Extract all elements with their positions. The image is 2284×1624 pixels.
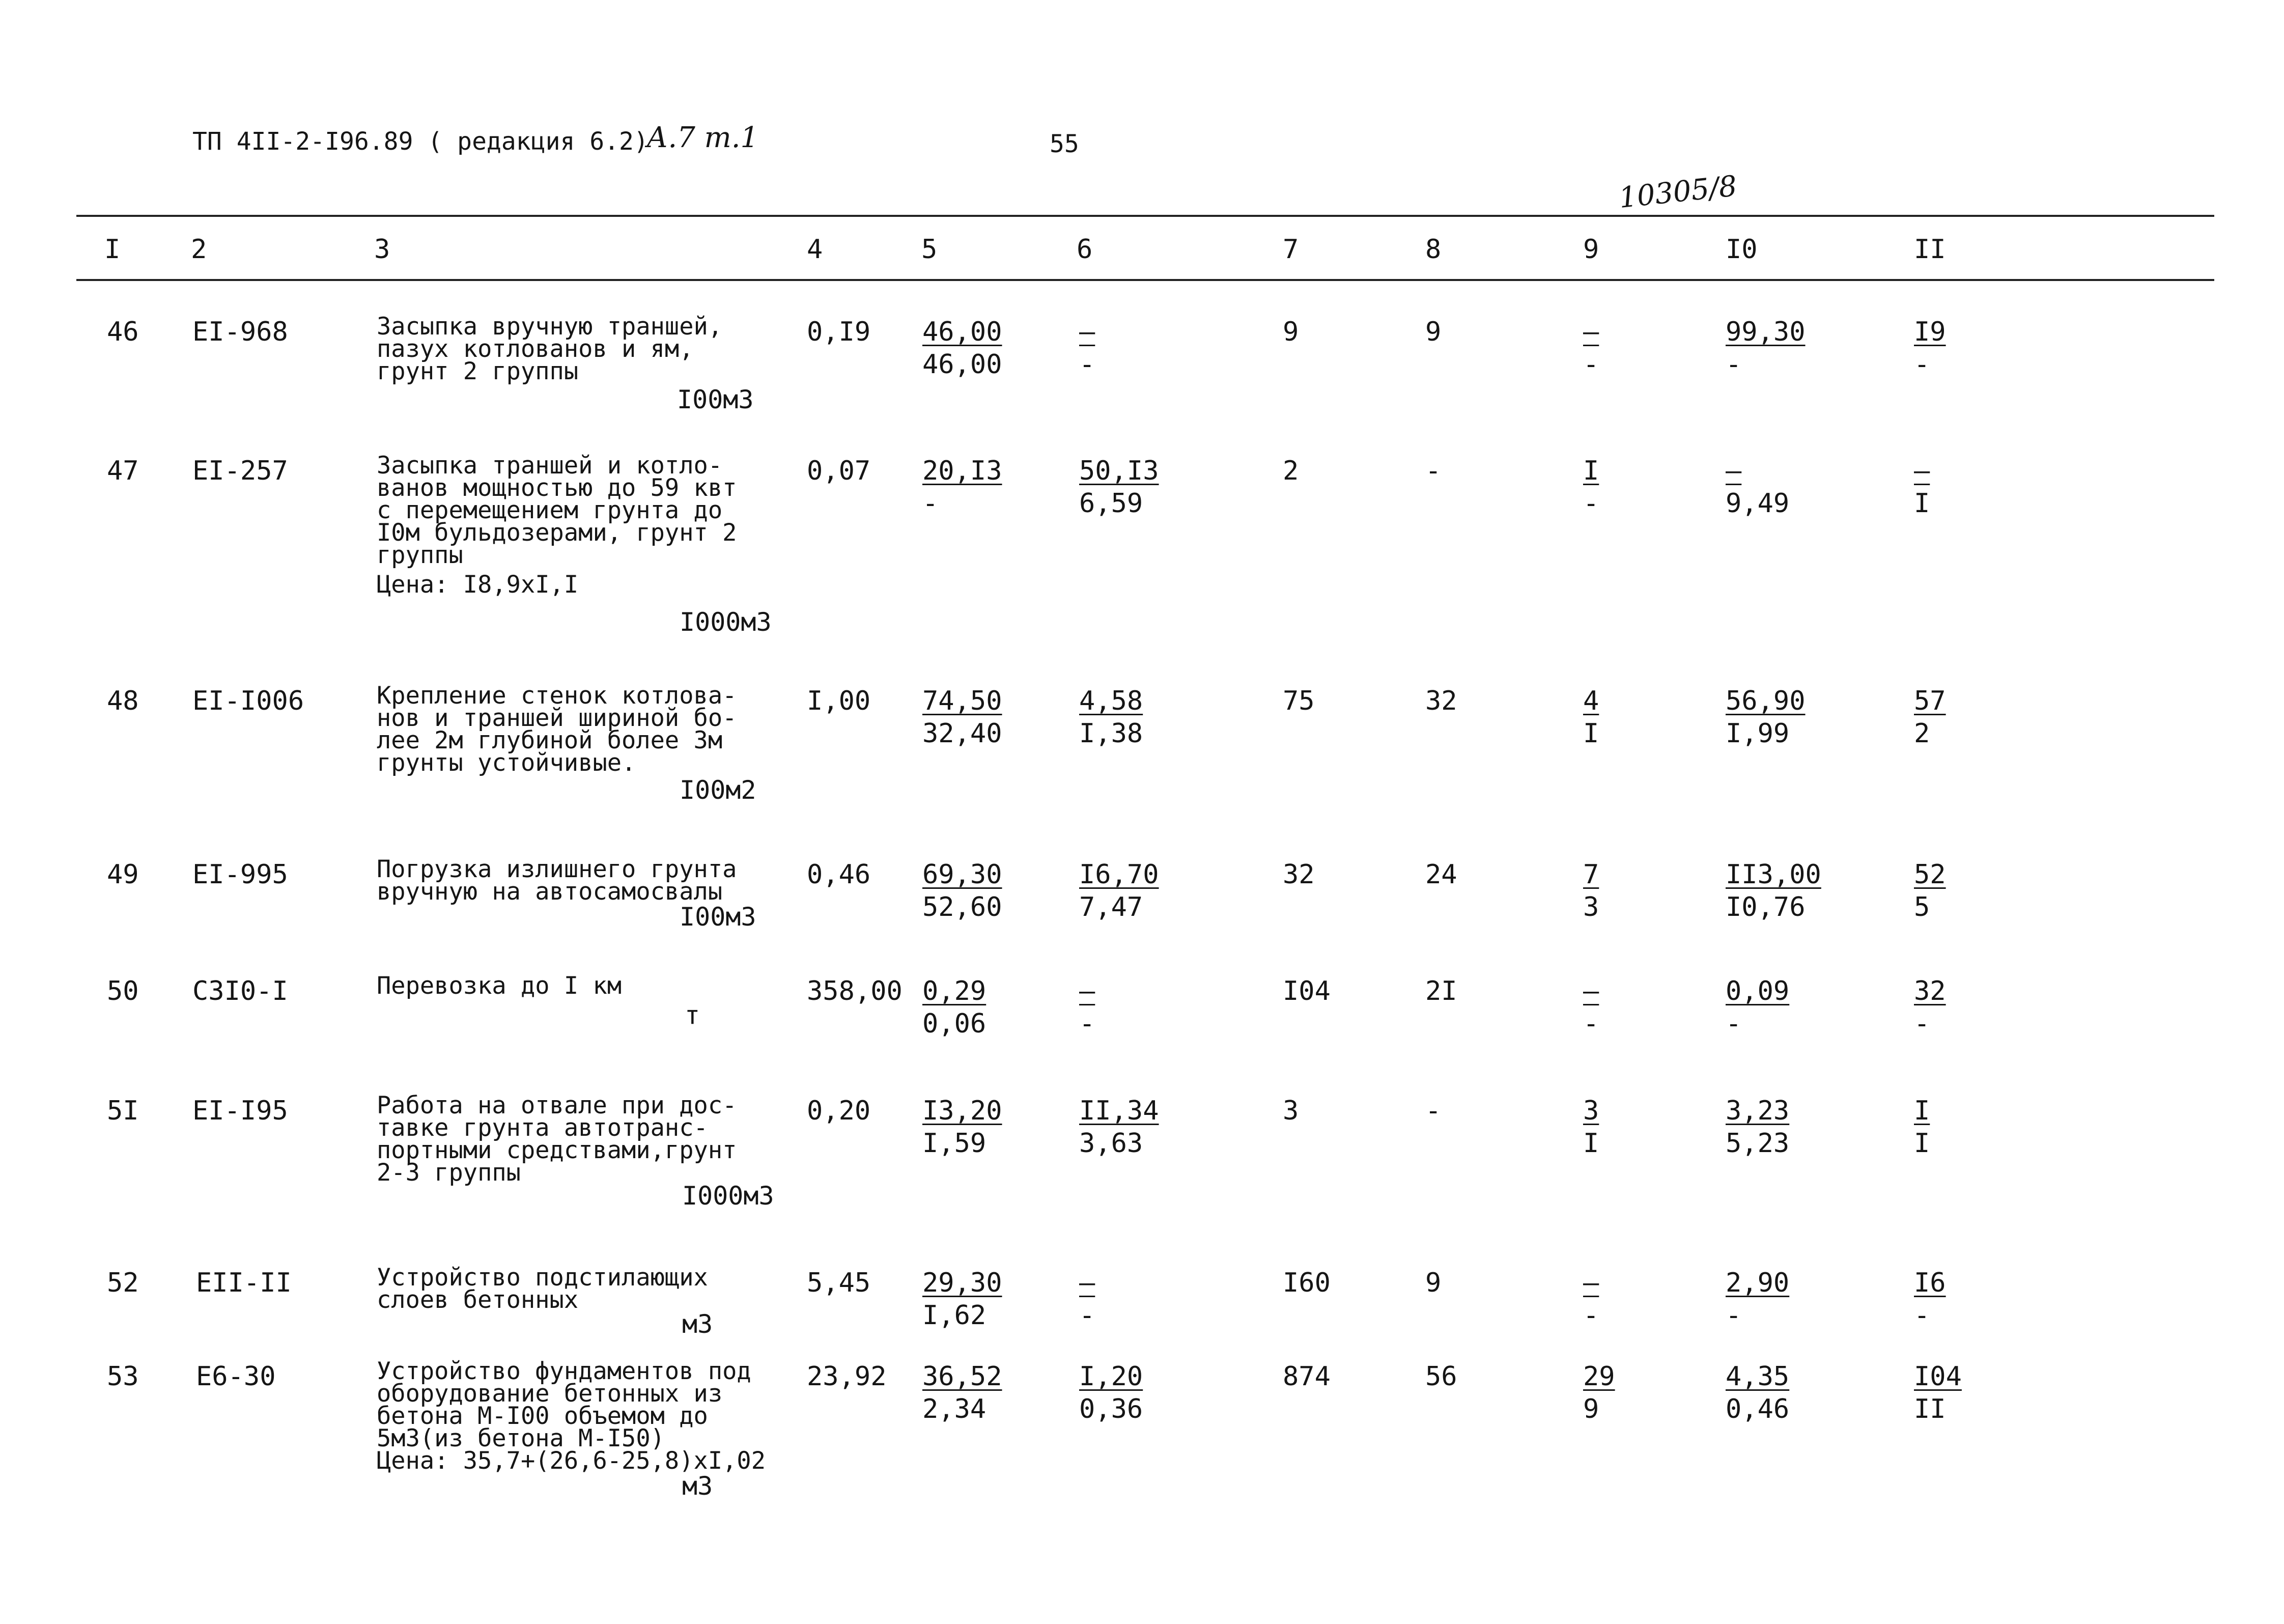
column-8-value: 24 xyxy=(1425,859,1457,890)
description-line: тавке грунта автотранс- xyxy=(377,1114,708,1142)
row-number: 53 xyxy=(107,1361,139,1392)
column-header: I0 xyxy=(1726,234,1758,265)
column-10-value: 0,09 - xyxy=(1726,976,1790,1039)
quantity: I,00 xyxy=(807,686,871,716)
row-number: 46 xyxy=(107,317,139,347)
description-line: лее 2м глубиной более 3м xyxy=(377,726,723,754)
rate-code: EI-I95 xyxy=(192,1096,288,1126)
description-line: пазух котлованов и ям, xyxy=(377,335,694,363)
column-9-value: $\frac{29}{9}$ xyxy=(1583,1361,1615,1424)
column-7-value: 3 xyxy=(1283,1096,1299,1126)
row-number: 48 xyxy=(107,686,139,716)
price-formula: Цена: 35,7+(26,6-25,8)хI,02 xyxy=(377,1447,766,1475)
work-description xyxy=(377,855,764,906)
description-line: нов и траншей шириной бо- xyxy=(377,704,737,732)
rate-code: EI-I006 xyxy=(192,686,304,716)
column-6-value: – - xyxy=(1079,317,1095,380)
column-11-value: $\frac{I04}{II}$ xyxy=(1914,1361,1962,1424)
description-line: слоев бетонных xyxy=(377,1286,579,1314)
description-line: Работа на отвале при дос- xyxy=(377,1091,737,1119)
archive-number: 10305/8 xyxy=(1617,170,1739,215)
description-line: ванов мощностью до 59 квт xyxy=(377,474,737,502)
document-code: ТП 4II-2-I96.89 ( редакция 6.2) xyxy=(192,127,648,156)
column-7-value: 9 xyxy=(1283,317,1299,347)
table-header-rule xyxy=(76,279,2214,281)
work-description xyxy=(377,1357,766,1475)
rate-code: EI-995 xyxy=(192,859,288,890)
quantity: 5,45 xyxy=(807,1268,871,1298)
column-8-value: - xyxy=(1425,1096,1442,1126)
column-6-value: $\frac{I,20}{0,36}$ xyxy=(1079,1361,1143,1424)
column-header: 6 xyxy=(1077,234,1093,265)
column-11-value: I9 - xyxy=(1914,317,1946,380)
column-11-value: $\frac{52}{5}$ xyxy=(1914,859,1946,922)
work-description xyxy=(377,1091,764,1187)
column-header: I xyxy=(104,234,121,265)
column-header: 5 xyxy=(921,234,938,265)
column-8-value: 32 xyxy=(1425,686,1457,716)
unit-cost: $\frac{46,00}{46,00}$ xyxy=(922,317,1002,380)
rate-code: E6-30 xyxy=(196,1361,276,1392)
column-9-value: $\frac{7}{3}$ xyxy=(1583,859,1599,922)
column-6-value: $\frac{4,58}{I,38}$ xyxy=(1079,686,1143,749)
column-6-value: – - xyxy=(1079,1268,1095,1331)
measure-unit: I000м3 xyxy=(682,1181,774,1211)
work-description xyxy=(377,1264,764,1314)
column-6-value: – - xyxy=(1079,976,1095,1039)
description-line: Устройство подстилающих xyxy=(377,1264,708,1292)
column-8-value: 9 xyxy=(1425,1268,1442,1298)
row-number: 49 xyxy=(107,859,139,890)
row-number: 47 xyxy=(107,456,139,486)
column-header: II xyxy=(1914,234,1946,265)
measure-unit: I00м3 xyxy=(680,902,756,932)
quantity: 0,07 xyxy=(807,456,871,486)
column-header: 2 xyxy=(191,234,207,265)
column-header: 4 xyxy=(807,234,823,265)
description-line: грунт 2 группы xyxy=(377,357,579,385)
column-9-value: I - xyxy=(1583,456,1599,519)
column-10-value: $\frac{4,35}{0,46}$ xyxy=(1726,1361,1790,1424)
column-header: 9 xyxy=(1583,234,1599,265)
column-6-value: $\frac{II,34}{3,63}$ xyxy=(1079,1096,1159,1159)
measure-unit: т xyxy=(685,1000,700,1030)
row-number: 5I xyxy=(107,1096,139,1126)
column-7-value: 32 xyxy=(1283,859,1315,890)
column-9-value: – - xyxy=(1583,976,1599,1039)
measure-unit: I000м3 xyxy=(680,607,772,637)
rate-code: EI-968 xyxy=(192,317,288,347)
unit-cost: $\frac{69,30}{52,60}$ xyxy=(922,859,1002,922)
column-10-value: $\frac{56,90}{I,99}$ xyxy=(1726,686,1806,749)
description-line: портными средствами,грунт xyxy=(377,1136,737,1164)
column-10-value: 2,90 - xyxy=(1726,1268,1790,1331)
price-formula: Цена: I8,9хI,I xyxy=(377,571,579,599)
work-description xyxy=(377,682,764,777)
unit-cost: $\frac{29,30}{I,62}$ xyxy=(922,1268,1002,1331)
work-description xyxy=(377,452,764,599)
description-line: вручную на автосамосвалы xyxy=(377,878,723,906)
column-7-value: 75 xyxy=(1283,686,1315,716)
column-6-value: $\frac{50,I3}{6,59}$ xyxy=(1079,456,1159,519)
description-line: оборудование бетонных из xyxy=(377,1380,723,1408)
column-7-value: I60 xyxy=(1283,1268,1331,1298)
column-8-value: 56 xyxy=(1425,1361,1457,1392)
description-line: бетона М-I00 объемом до xyxy=(377,1402,708,1430)
column-8-value: 2I xyxy=(1425,976,1457,1006)
description-line: 5м3(из бетона М-I50) xyxy=(377,1424,665,1452)
description-line: Перевозка до I км xyxy=(377,972,622,1000)
column-11-value: I6 - xyxy=(1914,1268,1946,1331)
description-line: I0м бульдозерами, грунт 2 xyxy=(377,519,737,547)
column-header: 7 xyxy=(1283,234,1299,265)
rate-code: EI-257 xyxy=(192,456,288,486)
description-line: Крепление стенок котлова- xyxy=(377,682,737,710)
measure-unit: м3 xyxy=(682,1471,713,1501)
column-8-value: 9 xyxy=(1425,317,1442,347)
column-10-value: 99,30 - xyxy=(1726,317,1806,380)
column-7-value: 2 xyxy=(1283,456,1299,486)
column-9-value: $\frac{4}{I}$ xyxy=(1583,686,1599,749)
table-top-rule xyxy=(76,215,2214,217)
row-number: 50 xyxy=(107,976,139,1006)
description-line: группы xyxy=(377,541,463,569)
work-description xyxy=(377,972,764,1000)
rate-code: C3I0-I xyxy=(192,976,288,1006)
column-11-value: $\frac{57}{2}$ xyxy=(1914,686,1946,749)
quantity: 23,92 xyxy=(807,1361,887,1392)
column-9-value: $\frac{3}{I}$ xyxy=(1583,1096,1599,1159)
description-line: 2-3 группы xyxy=(377,1159,521,1187)
column-8-value: - xyxy=(1425,456,1442,486)
measure-unit: м3 xyxy=(682,1309,713,1339)
unit-cost: $\frac{0,29}{0,06}$ xyxy=(922,976,986,1039)
column-11-value: – I xyxy=(1914,456,1930,519)
handwritten-note: А.7 т.1 xyxy=(646,121,759,154)
column-7-value: I04 xyxy=(1283,976,1331,1006)
measure-unit: I00м3 xyxy=(677,385,754,414)
quantity: 0,46 xyxy=(807,859,871,890)
rate-code: EII-II xyxy=(196,1268,292,1298)
column-9-value: – - xyxy=(1583,1268,1599,1331)
description-line: грунты устойчивые. xyxy=(377,749,636,777)
description-line: с перемещением грунта до xyxy=(377,496,723,524)
column-7-value: 874 xyxy=(1283,1361,1331,1392)
column-10-value: $\frac{3,23}{5,23}$ xyxy=(1726,1096,1790,1159)
column-6-value: $\frac{I6,70}{7,47}$ xyxy=(1079,859,1159,922)
description-line: Засыпка траншей и котло- xyxy=(377,452,723,480)
column-header: 3 xyxy=(374,234,390,265)
measure-unit: I00м2 xyxy=(680,775,756,805)
page-number: 55 xyxy=(1050,130,1079,158)
quantity: 0,20 xyxy=(807,1096,871,1126)
column-11-value: 32 - xyxy=(1914,976,1946,1039)
column-10-value: $\frac{II3,00}{I0,76}$ xyxy=(1726,859,1821,922)
quantity: 358,00 xyxy=(807,976,903,1006)
description-line: Погрузка излишнего грунта xyxy=(377,855,737,883)
quantity: 0,I9 xyxy=(807,317,871,347)
column-11-value: $\frac{I}{I}$ xyxy=(1914,1096,1930,1159)
row-number: 52 xyxy=(107,1268,139,1298)
work-description xyxy=(377,313,764,385)
description-line: Засыпка вручную траншей, xyxy=(377,313,723,341)
unit-cost: $\frac{74,50}{32,40}$ xyxy=(922,686,1002,749)
column-header: 8 xyxy=(1425,234,1442,265)
unit-cost: $\frac{I3,20}{I,59}$ xyxy=(922,1096,1002,1159)
description-line: Устройство фундаментов под xyxy=(377,1357,751,1385)
unit-cost: 20,I3 - xyxy=(922,456,1002,519)
column-10-value: – 9,49 xyxy=(1726,456,1790,519)
unit-cost: $\frac{36,52}{2,34}$ xyxy=(922,1361,1002,1424)
column-9-value: – - xyxy=(1583,317,1599,380)
